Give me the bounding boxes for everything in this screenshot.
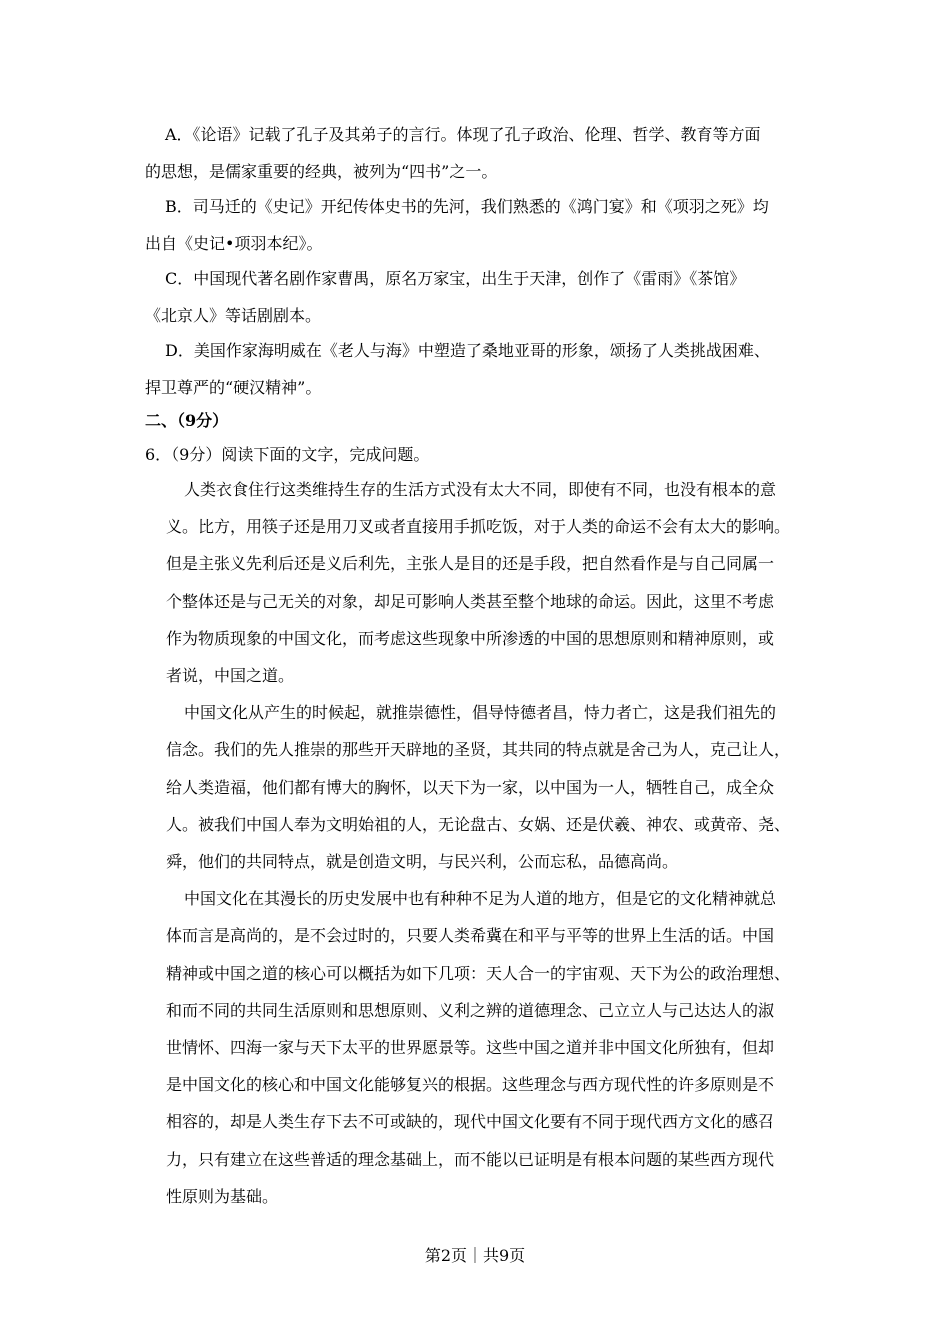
passage-line: 是中国文化的核心和中国文化能够复兴的根据。这些理念与西方现代性的许多原则是不	[166, 1075, 775, 1094]
passage-line: 精神或中国之道的核心可以概括为如下几项：天人合一的宇宙观、天下为公的政治理想、	[166, 964, 791, 983]
passage-line: 个整体还是与己无关的对象，却足可影响人类甚至整个地球的命运。因此，这里不考虑	[166, 592, 775, 611]
passage-line: 义。比方，用筷子还是用刀叉或者直接用手抓吃饭，对于人类的命运不会有太大的影响。	[166, 517, 791, 536]
passage-line: 者说，中国之道。	[166, 666, 295, 685]
passage-line: 给人类造福，他们都有博大的胸怀，以天下为一家，以中国为一人，牺牲自己，成全众	[166, 778, 775, 797]
option-line: C．中国现代著名剧作家曹禺，原名万家宝，出生于天津，创作了《雷雨》《茶馆》	[165, 269, 746, 288]
passage-line: 中国文化在其漫长的历史发展中也有种种不足为人道的地方，但是它的文化精神就总	[184, 889, 777, 908]
passage-line: 舜，他们的共同特点，就是创造文明，与民兴利，公而忘私，品德高尚。	[166, 852, 679, 871]
passage-line: 世情怀、四海一家与天下太平的世界愿景等。这些中国之道并非中国文化所独有，但却	[166, 1038, 775, 1057]
page-footer: 第2页｜共9页	[424, 1246, 526, 1265]
passage-line: 作为物质现象的中国文化，而考虑这些现象中所渗透的中国的思想原则和精神原则，或	[166, 629, 775, 648]
passage-line: 人类衣食住行这类维持生存的生活方式没有太大不同，即使有不同，也没有根本的意	[184, 480, 777, 499]
question-prompt: 6．（9分）阅读下面的文字，完成问题。	[145, 445, 430, 464]
section-heading: 二、（9分）	[145, 411, 229, 430]
passage-line: 和而不同的共同生活原则和思想原则、义利之辨的道德理念、己立立人与己达达人的淑	[166, 1001, 775, 1020]
passage-line: 体而言是高尚的，是不会过时的，只要人类希冀在和平与平等的世界上生活的话。中国	[166, 926, 775, 945]
passage-line: 信念。我们的先人推崇的那些开天辟地的圣贤，其共同的特点就是舍己为人，克己让人，	[166, 740, 791, 759]
option-line: D．美国作家海明威在《老人与海》中塑造了桑地亚哥的形象，颂扬了人类挑战困难、	[165, 341, 770, 360]
option-line: A．《论语》记载了孔子及其弟子的言行。体现了孔子政治、伦理、哲学、教育等方面	[165, 125, 761, 144]
passage-line: 相容的，却是人类生存下去不可或缺的，现代中国文化要有不同于现代西方文化的感召	[166, 1112, 775, 1131]
passage-line: 但是主张义先利后还是义后利先，主张人是目的还是手段，把自然看作是与自己同属一	[166, 554, 775, 573]
passage-line: 人。被我们中国人奉为文明始祖的人，无论盘古、女娲、还是伏羲、神农、或黄帝、尧、	[166, 815, 791, 834]
option-line: 出自《史记•项羽本纪》。	[145, 234, 323, 253]
option-line: 捍卫尊严的“硬汉精神”。	[145, 378, 322, 397]
option-line: 的思想，是儒家重要的经典，被列为“四书”之一。	[145, 162, 498, 181]
passage-line: 中国文化从产生的时候起，就推崇德性，倡导恃德者昌，恃力者亡，这是我们祖先的	[184, 703, 777, 722]
option-line: 《北京人》等话剧剧本。	[145, 306, 322, 325]
passage-line: 力，只有建立在这些普适的理念基础上，而不能以已证明是有根本问题的某些西方现代	[166, 1150, 775, 1169]
passage-line: 性原则为基础。	[166, 1187, 279, 1206]
option-line: B．司马迁的《史记》开纪传体史书的先河，我们熟悉的《鸿门宴》和《项羽之死》均	[165, 197, 769, 216]
